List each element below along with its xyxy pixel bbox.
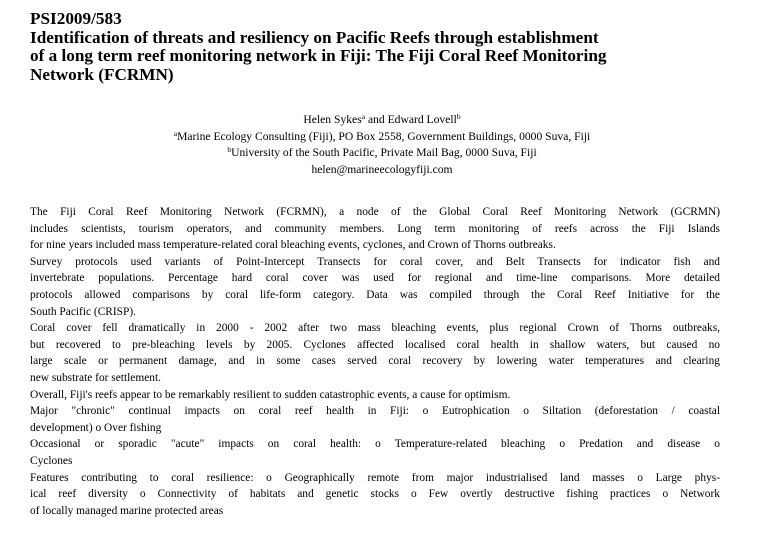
author-block — [0, 112, 764, 178]
affiliation-b — [0, 145, 764, 162]
abstract-line: Major "chronic" continual impacts on coral reef health in Fiji: o Eutrophication o Siltation (deforestation / coastal — [30, 405, 720, 418]
abstract-line: Occasional or sporadic "acute" impacts on coral health: o Temperature-related bleaching o Predation and disease o — [30, 438, 720, 451]
affiliation-a-mark: a — [173, 128, 178, 138]
abstract-line: protocols allowed comparisons by coral life-form category. Data was compiled through the Coral Reef Initiative for the — [30, 288, 720, 301]
abstract-line: invertebrate populations. Percentage hard coral cover was used for regional and time-line comparisons. More detailed — [30, 272, 720, 285]
abstract-line: but recovered to pre-bleaching levels by 2005. Cyclones affected localised coral health in shallow waters, but caused no — [30, 338, 720, 351]
author-conjunction: and Edward Lovell — [365, 113, 457, 126]
abstract-line: The Fiji Coral Reef Monitoring Network (FCRMN), a node of the Global Coral Reef Monitoring Network (GCRMN) — [30, 206, 720, 218]
abstract-line: of locally managed marine protected areas — [30, 504, 224, 517]
paper-title-line-3: Network (FCRMN) — [30, 64, 174, 84]
abstract-line: South Pacific (CRISP). — [30, 305, 136, 318]
abstract-line: development) o Over fishing — [30, 421, 162, 434]
affiliation-b-text: University of the South Pacific, Private Mail Bag, 0000 Suva, Fiji — [231, 146, 537, 160]
abstract-line: Survey protocols used variants of Point-Intercept Transects for coral cover, and Belt Transects for indicator fish and — [30, 255, 720, 268]
abstract-line: includes scientists, tourism operators, and community members. Long term monitoring of reefs across the Fiji Islands — [30, 222, 720, 235]
abstract-line: Coral cover fell dramatically in 2000 - 2002 after two mass bleaching events, plus regional Crown of Thorns outbreaks, — [30, 322, 720, 335]
abstract-line: Cyclones — [30, 454, 73, 467]
paper-heading — [30, 10, 730, 84]
paper-id: PSI2009/583 — [30, 9, 122, 28]
abstract-line: new substrate for settlement. — [30, 371, 161, 384]
abstract-line: Overall, Fiji's reefs appear to be remarkably resilient to sudden catastrophic events, a cause for optimism. — [30, 388, 511, 401]
affiliation-b-mark: b — [227, 145, 232, 155]
author-1-mark: a — [361, 112, 366, 121]
author-email: helen@marineecologyfiji.com — [311, 162, 453, 176]
author-1: Helen Sykes — [303, 113, 362, 126]
abstract-line: ical reef diversity o Connectivity of habitats and genetic stocks o Few overtly destructive fishing practices o Network — [30, 488, 720, 501]
abstract-line: large scale or permanent damage, and in some cases served coral recovery by lowering water temperatures and clearing — [30, 355, 720, 368]
paper-title-line-1: Identification of threats and resiliency on Pacific Reefs through establishment — [30, 27, 599, 47]
abstract-line: Features contributing to coral resilience: o Geographically remote from major industrialised land masses o Large phys- — [30, 471, 720, 484]
affiliation-a-text: Marine Ecology Consulting (Fiji), PO Box 2558, Government Buildings, 0000 Suva, Fiji — [177, 129, 591, 143]
paper-title-line-2: of a long term reef monitoring network in Fiji: The Fiji Coral Reef Monitoring — [30, 46, 607, 65]
affiliation-a — [0, 129, 764, 146]
author-line — [0, 112, 764, 129]
abstract-line: for nine years included mass temperature-related coral bleaching events, cyclones, and Crown of Thorns outbreaks. — [30, 239, 556, 252]
abstract-body — [30, 204, 720, 519]
author-2-mark: b — [456, 112, 461, 121]
